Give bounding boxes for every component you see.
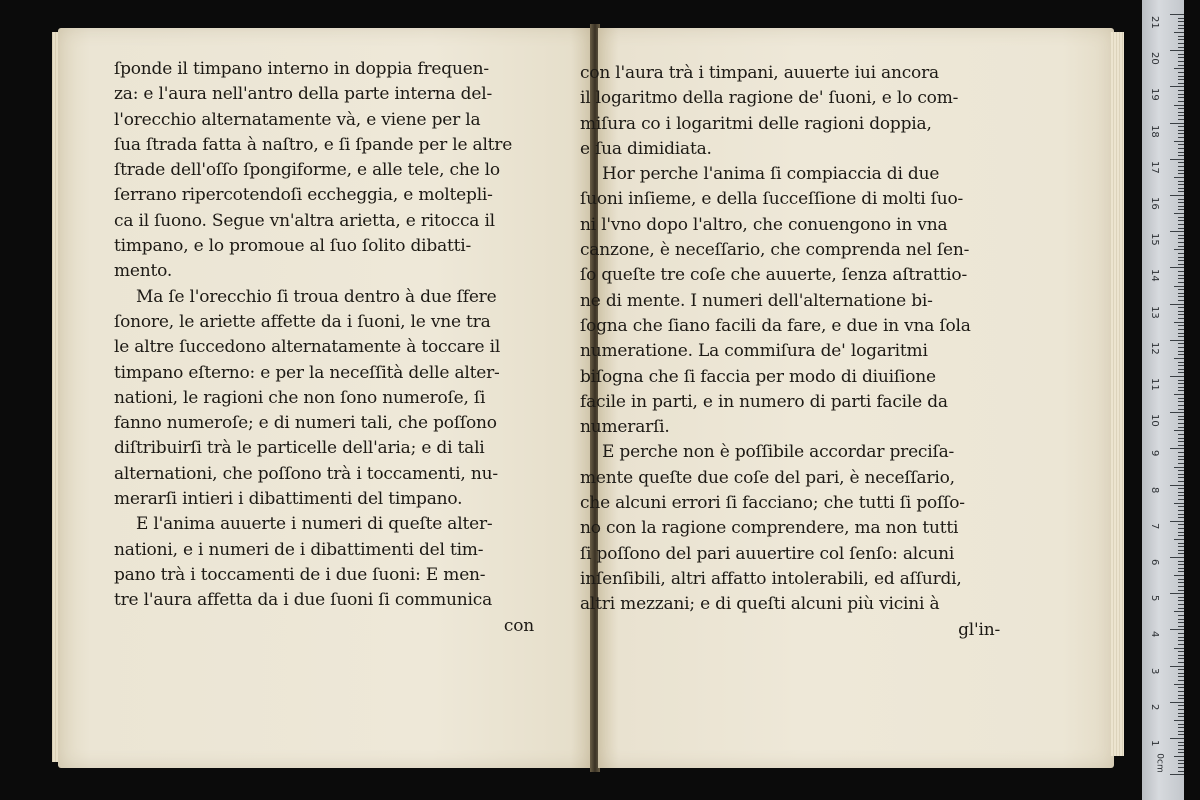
- ruler-tick: [1178, 582, 1184, 583]
- ruler-tick: [1178, 28, 1184, 29]
- ruler-tick: [1178, 481, 1184, 482]
- text-line: timpano eſterno: e per la neceſſità delle alter-: [114, 362, 500, 383]
- text-line: miſura co i logaritmi delle ragioni doppia,: [580, 113, 932, 134]
- ruler-tick: [1178, 271, 1184, 272]
- ruler-tick: [1178, 644, 1184, 645]
- text-line: E l'anima auuerte i numeri di queſte alter-: [136, 514, 493, 535]
- text-line: nationi, e i numeri de i dibattimenti del tim-: [114, 539, 484, 560]
- ruler-number: 15: [1149, 233, 1160, 246]
- ruler-number: 21: [1149, 16, 1160, 29]
- ruler-tick: [1178, 47, 1184, 48]
- ruler-tick: [1178, 61, 1184, 62]
- text-line: za: e l'aura nell'antro della parte interna del-: [114, 84, 492, 105]
- text-line: Ma ſe l'orecchio ſi troua dentro à due ſfere: [136, 286, 497, 307]
- ruler-tick: [1170, 231, 1184, 232]
- ruler-tick: [1174, 249, 1184, 250]
- ruler-tick: [1178, 79, 1184, 80]
- ruler-tick: [1178, 535, 1184, 536]
- ruler-tick: [1178, 673, 1184, 674]
- ruler-tick: [1178, 669, 1184, 670]
- ruler-tick: [1174, 213, 1184, 214]
- catchword: con: [503, 615, 534, 636]
- ruler-tick: [1174, 394, 1184, 395]
- ruler-tick: [1178, 347, 1184, 348]
- ruler-tick: [1178, 311, 1184, 312]
- ruler-tick: [1170, 738, 1184, 739]
- ruler-tick: [1178, 184, 1184, 185]
- ruler-tick: [1178, 246, 1184, 247]
- text-line: E perche non è poſſibile accordar preciſa-: [602, 442, 955, 463]
- ruler-tick: [1178, 423, 1184, 424]
- ruler-tick: [1178, 21, 1184, 22]
- text-line: inſenſibili, altri affatto intolerabili, ed aſſurdi,: [580, 568, 962, 589]
- ruler-tick: [1178, 510, 1184, 511]
- ruler-tick: [1178, 546, 1184, 547]
- ruler-tick: [1178, 39, 1184, 40]
- ruler-tick: [1178, 459, 1184, 460]
- ruler-tick: [1178, 235, 1184, 236]
- ruler-tick: [1178, 238, 1184, 239]
- text-line: canzone, è neceſſario, che comprenda nel ſen-: [580, 240, 970, 261]
- text-line: ſi poſſono del pari auuertire col ſenſo: alcuni: [580, 543, 955, 564]
- ruler-tick: [1170, 666, 1184, 667]
- text-line: mento.: [114, 261, 173, 282]
- ruler-tick: [1178, 220, 1184, 221]
- ruler-tick: [1178, 716, 1184, 717]
- text-line: ſo queſte tre coſe che auuerte, ſenza aſtrattio-: [580, 265, 967, 286]
- ruler-tick: [1178, 314, 1184, 315]
- ruler-tick: [1178, 427, 1184, 428]
- ruler-tick: [1178, 253, 1184, 254]
- ruler-tick: [1178, 438, 1184, 439]
- ruler-tick: [1178, 409, 1184, 410]
- ruler-tick: [1174, 503, 1184, 504]
- text-line: altri mezzani; e di queſti alcuni più vicini à: [580, 594, 940, 615]
- ruler-tick: [1178, 745, 1184, 746]
- ruler-tick: [1178, 173, 1184, 174]
- ruler-tick: [1178, 561, 1184, 562]
- ruler-tick: [1178, 524, 1184, 525]
- text-line: no con la ragione comprendere, ma non tutti: [580, 518, 959, 539]
- text-line: ſponde il timpano interno in doppia frequen-: [114, 59, 489, 79]
- left-page-text: [114, 57, 534, 639]
- text-line: il logaritmo della ragione de' ſuoni, e lo com-: [580, 88, 959, 109]
- ruler-tick: [1178, 289, 1184, 290]
- ruler-tick: [1174, 286, 1184, 287]
- text-line: ne di mente. I numeri dell'alternatione bi-: [580, 290, 933, 311]
- ruler-tick: [1178, 362, 1184, 363]
- ruler-tick: [1178, 695, 1184, 696]
- ruler-number: 4: [1149, 631, 1160, 638]
- ruler-tick: [1178, 293, 1184, 294]
- ruler-tick: [1178, 655, 1184, 656]
- ruler-tick: [1178, 365, 1184, 366]
- ruler-tick: [1178, 434, 1184, 435]
- text-line: l'orecchio alternatamente và, e viene per la: [114, 109, 481, 130]
- ruler-tick: [1178, 633, 1184, 634]
- ruler-tick: [1178, 477, 1184, 478]
- ruler-tick: [1178, 119, 1184, 120]
- ruler-number: 14: [1149, 269, 1160, 283]
- ruler-tick: [1174, 648, 1184, 649]
- ruler-tick: [1178, 767, 1184, 768]
- ruler-tick: [1178, 698, 1184, 699]
- text-line: le altre ſuccedono alternatamente à toccare il: [114, 337, 501, 358]
- ruler-tick: [1178, 619, 1184, 620]
- text-line: ſerrano ripercotendoſi eccheggia, e moltepli-: [114, 185, 493, 206]
- ruler-tick: [1178, 152, 1184, 153]
- ruler-tick: [1178, 705, 1184, 706]
- ruler-tick: [1178, 144, 1184, 145]
- ruler-tick: [1170, 485, 1184, 486]
- ruler-unit: 0cm: [1154, 753, 1165, 773]
- ruler-tick: [1178, 94, 1184, 95]
- ruler-tick: [1178, 224, 1184, 225]
- ruler-tick: [1178, 191, 1184, 192]
- ruler-tick: [1178, 640, 1184, 641]
- ruler-tick: [1178, 752, 1184, 753]
- ruler-tick: [1170, 340, 1184, 341]
- text-line: ſtrade dell'oſſo ſpongiforme, e alle tele, che lo: [114, 160, 500, 181]
- ruler-tick: [1174, 430, 1184, 431]
- ruler-tick: [1178, 571, 1184, 572]
- ruler-tick: [1178, 155, 1184, 156]
- text-line: tre l'aura affetta da i due ſuoni ſi communica: [114, 590, 493, 611]
- ruler-tick: [1178, 452, 1184, 453]
- text-line: Hor perche l'anima ſi compiaccia di due: [602, 164, 940, 185]
- ruler-tick: [1178, 680, 1184, 681]
- ruler-tick: [1178, 166, 1184, 167]
- ruler-tick: [1178, 209, 1184, 210]
- ruler-tick: [1170, 412, 1184, 413]
- ruler-tick: [1178, 130, 1184, 131]
- ruler-number: 7: [1149, 522, 1160, 530]
- ruler-tick: [1178, 188, 1184, 189]
- ruler-tick: [1178, 36, 1184, 37]
- ruler-tick: [1170, 593, 1184, 594]
- ruler-tick: [1178, 170, 1184, 171]
- ruler-tick: [1170, 702, 1184, 703]
- ruler-tick: [1178, 528, 1184, 529]
- ruler-tick: [1178, 445, 1184, 446]
- ruler-tick: [1178, 709, 1184, 710]
- ruler-tick: [1178, 260, 1184, 261]
- ruler-tick: [1170, 267, 1184, 268]
- ruler-tick: [1174, 32, 1184, 33]
- ruler-tick: [1170, 521, 1184, 522]
- ruler-tick: [1178, 380, 1184, 381]
- ruler-tick: [1170, 376, 1184, 377]
- ruler-tick: [1178, 734, 1184, 735]
- ruler-tick: [1178, 441, 1184, 442]
- ruler-tick: [1178, 148, 1184, 149]
- text-line: numeratione. La commiſura de' logaritmi: [580, 341, 928, 362]
- ruler-tick: [1178, 687, 1184, 688]
- ruler-tick: [1178, 372, 1184, 373]
- ruler-tick: [1178, 506, 1184, 507]
- right-page-edges: [1110, 32, 1124, 756]
- ruler-tick: [1178, 492, 1184, 493]
- ruler-tick: [1174, 105, 1184, 106]
- ruler-tick: [1178, 499, 1184, 500]
- text-line: numerarſi.: [580, 417, 670, 438]
- ruler-tick: [1178, 463, 1184, 464]
- ruler-tick: [1174, 575, 1184, 576]
- ruler-tick: [1178, 597, 1184, 598]
- right-page-text: [580, 61, 1000, 643]
- ruler-tick: [1174, 68, 1184, 69]
- ruler-tick: [1174, 539, 1184, 540]
- ruler-tick: [1178, 651, 1184, 652]
- ruler-tick: [1178, 390, 1184, 391]
- ruler-tick: [1178, 387, 1184, 388]
- ruler-tick: [1178, 514, 1184, 515]
- ruler-tick: [1178, 550, 1184, 551]
- ruler-number: 11: [1149, 378, 1160, 391]
- ruler-number: 3: [1149, 667, 1160, 674]
- ruler-tick: [1174, 358, 1184, 359]
- ruler-tick: [1178, 637, 1184, 638]
- ruler-tick: [1178, 83, 1184, 84]
- ruler-tick: [1178, 65, 1184, 66]
- text-line: con l'aura trà i timpani, auuerte iui ancora: [580, 63, 939, 83]
- text-line: pano trà i toccamenti de i due ſuoni: E men-: [114, 564, 486, 585]
- ruler-tick: [1178, 771, 1184, 772]
- ruler-number: 16: [1149, 197, 1160, 210]
- ruler-tick: [1170, 50, 1184, 51]
- ruler-tick: [1178, 108, 1184, 109]
- ruler-tick: [1178, 713, 1184, 714]
- ruler-tick: [1178, 282, 1184, 283]
- ruler-tick: [1178, 763, 1184, 764]
- ruler-tick: [1178, 658, 1184, 659]
- ruler-tick: [1178, 543, 1184, 544]
- ruler-tick: [1178, 470, 1184, 471]
- text-line: facile in parti, e in numero di parti facile da: [580, 391, 948, 412]
- text-line: timpano, e lo promoue al ſuo ſolito dibatti-: [114, 236, 472, 257]
- ruler-tick: [1178, 405, 1184, 406]
- ruler-tick: [1178, 300, 1184, 301]
- ruler-number: 5: [1149, 595, 1160, 602]
- ruler-number: 1: [1149, 740, 1160, 747]
- text-line: che alcuni errori ſi facciano; che tutti ſi poſſo-: [580, 493, 965, 514]
- ruler-tick: [1174, 720, 1184, 721]
- ruler-tick: [1178, 351, 1184, 352]
- ruler-number: 6: [1149, 559, 1160, 566]
- ruler-tick: [1174, 177, 1184, 178]
- ruler-number: 2: [1149, 703, 1160, 711]
- ruler-tick: [1178, 54, 1184, 55]
- ruler-tick: [1178, 101, 1184, 102]
- ruler-tick: [1178, 590, 1184, 591]
- text-line: ſuoni inſieme, e della ſucceſſione di molti ſuo-: [580, 189, 964, 210]
- ruler-tick: [1178, 76, 1184, 77]
- ruler-tick: [1170, 629, 1184, 630]
- ruler-tick: [1178, 97, 1184, 98]
- ruler-number: 12: [1149, 341, 1160, 355]
- ruler-number: 18: [1149, 124, 1160, 138]
- ruler-number: 13: [1149, 305, 1160, 319]
- text-line: ni l'vno dopo l'altro, che conuengono in vna: [580, 214, 948, 235]
- ruler-tick: [1174, 611, 1184, 612]
- ruler-tick: [1178, 126, 1184, 127]
- text-line: ſogna che ſiano facili da fare, e due in vna ſola: [580, 315, 971, 336]
- ruler-tick: [1178, 162, 1184, 163]
- ruler-tick: [1170, 86, 1184, 87]
- ruler-tick: [1178, 419, 1184, 420]
- ruler-tick: [1178, 199, 1184, 200]
- ruler-tick: [1178, 202, 1184, 203]
- ruler-tick: [1178, 137, 1184, 138]
- text-line: mente queſte due coſe del pari, è neceſſario,: [580, 467, 955, 488]
- ruler-tick: [1178, 275, 1184, 276]
- ruler-tick: [1178, 608, 1184, 609]
- ruler-tick: [1174, 756, 1184, 757]
- ruler-tick: [1178, 333, 1184, 334]
- text-line: alternationi, che poſſono trà i toccamenti, nu-: [114, 463, 498, 484]
- ruler-tick: [1178, 206, 1184, 207]
- ruler-tick: [1178, 586, 1184, 587]
- ruler-tick: [1178, 622, 1184, 623]
- ruler-tick: [1178, 742, 1184, 743]
- ruler-number: 10: [1149, 414, 1160, 427]
- ruler-tick: [1178, 731, 1184, 732]
- measuring-ruler: [1142, 0, 1184, 800]
- ruler-tick: [1178, 488, 1184, 489]
- ruler-tick: [1174, 141, 1184, 142]
- ruler-tick: [1178, 553, 1184, 554]
- ruler-tick: [1178, 517, 1184, 518]
- ruler-tick: [1178, 343, 1184, 344]
- ruler-tick: [1178, 532, 1184, 533]
- ruler-tick: [1174, 684, 1184, 685]
- ruler-tick: [1178, 691, 1184, 692]
- ruler-tick: [1178, 325, 1184, 326]
- ruler-tick: [1178, 336, 1184, 337]
- ruler-tick: [1178, 25, 1184, 26]
- ruler-tick: [1178, 369, 1184, 370]
- ruler-number: 20: [1149, 52, 1160, 65]
- text-line: diſtribuirſi trà le particelle dell'aria; e di tali: [114, 438, 485, 459]
- ruler-tick: [1178, 724, 1184, 725]
- ruler-tick: [1178, 398, 1184, 399]
- ruler-tick: [1178, 474, 1184, 475]
- ruler-tick: [1178, 760, 1184, 761]
- ruler-tick: [1178, 228, 1184, 229]
- ruler-tick: [1170, 557, 1184, 558]
- ruler-number: 17: [1149, 160, 1160, 174]
- ruler-tick: [1178, 329, 1184, 330]
- ruler-tick: [1178, 242, 1184, 243]
- ruler-number: 9: [1149, 450, 1160, 457]
- ruler-tick: [1178, 495, 1184, 496]
- ruler-tick: [1178, 727, 1184, 728]
- ruler-tick: [1178, 296, 1184, 297]
- ruler-tick: [1178, 416, 1184, 417]
- text-line: ſonore, le ariette affette da i ſuoni, le vne tra: [114, 311, 491, 332]
- ruler-tick: [1178, 354, 1184, 355]
- ruler-tick: [1178, 18, 1184, 19]
- ruler-tick: [1178, 568, 1184, 569]
- text-line: ca il ſuono. Segue vn'altra arietta, e ritocca il: [114, 210, 495, 231]
- ruler-tick: [1178, 615, 1184, 616]
- ruler-tick: [1178, 181, 1184, 182]
- ruler-tick: [1170, 448, 1184, 449]
- ruler-tick: [1178, 43, 1184, 44]
- text-line: biſogna che ſi faccia per modo di diuiſione: [580, 366, 936, 387]
- ruler-tick: [1174, 467, 1184, 468]
- ruler-tick: [1178, 456, 1184, 457]
- text-line: fanno numeroſe; e di numeri tali, che poſſono: [114, 413, 497, 434]
- ruler-tick: [1178, 90, 1184, 91]
- ruler-tick: [1178, 604, 1184, 605]
- ruler-tick: [1178, 57, 1184, 58]
- ruler-tick: [1170, 304, 1184, 305]
- ruler-tick: [1178, 600, 1184, 601]
- ruler-number: 19: [1149, 88, 1160, 102]
- ruler-tick: [1178, 318, 1184, 319]
- ruler-tick: [1170, 14, 1184, 15]
- text-line: e ſua dimidiata.: [580, 138, 712, 159]
- ruler-tick: [1178, 676, 1184, 677]
- catchword: gl'in-: [958, 619, 1000, 640]
- ruler-tick: [1178, 257, 1184, 258]
- ruler-number: 8: [1149, 486, 1160, 493]
- ruler-tick: [1178, 626, 1184, 627]
- ruler-tick: [1178, 749, 1184, 750]
- ruler-tick: [1178, 278, 1184, 279]
- ruler-tick: [1174, 322, 1184, 323]
- ruler-tick: [1178, 401, 1184, 402]
- text-line: nationi, le ragioni che non ſono numeroſe, ſi: [114, 387, 486, 408]
- ruler-tick: [1178, 133, 1184, 134]
- ruler-tick: [1178, 662, 1184, 663]
- text-line: ſua ſtrada fatta à naſtro, e ſi ſpande per le altre: [114, 134, 513, 155]
- ruler-tick: [1178, 264, 1184, 265]
- ruler-tick: [1178, 307, 1184, 308]
- ruler-tick: [1170, 123, 1184, 124]
- ruler-tick: [1178, 72, 1184, 73]
- ruler-tick: [1178, 579, 1184, 580]
- ruler-tick: [1170, 159, 1184, 160]
- ruler-tick: [1178, 564, 1184, 565]
- ruler-tick: [1178, 112, 1184, 113]
- ruler-tick: [1170, 195, 1184, 196]
- text-line: merarſi intieri i dibattimenti del timpano.: [114, 489, 463, 510]
- ruler-tick: [1170, 774, 1184, 775]
- ruler-tick: [1178, 383, 1184, 384]
- ruler-tick: [1178, 115, 1184, 116]
- ruler-tick: [1178, 217, 1184, 218]
